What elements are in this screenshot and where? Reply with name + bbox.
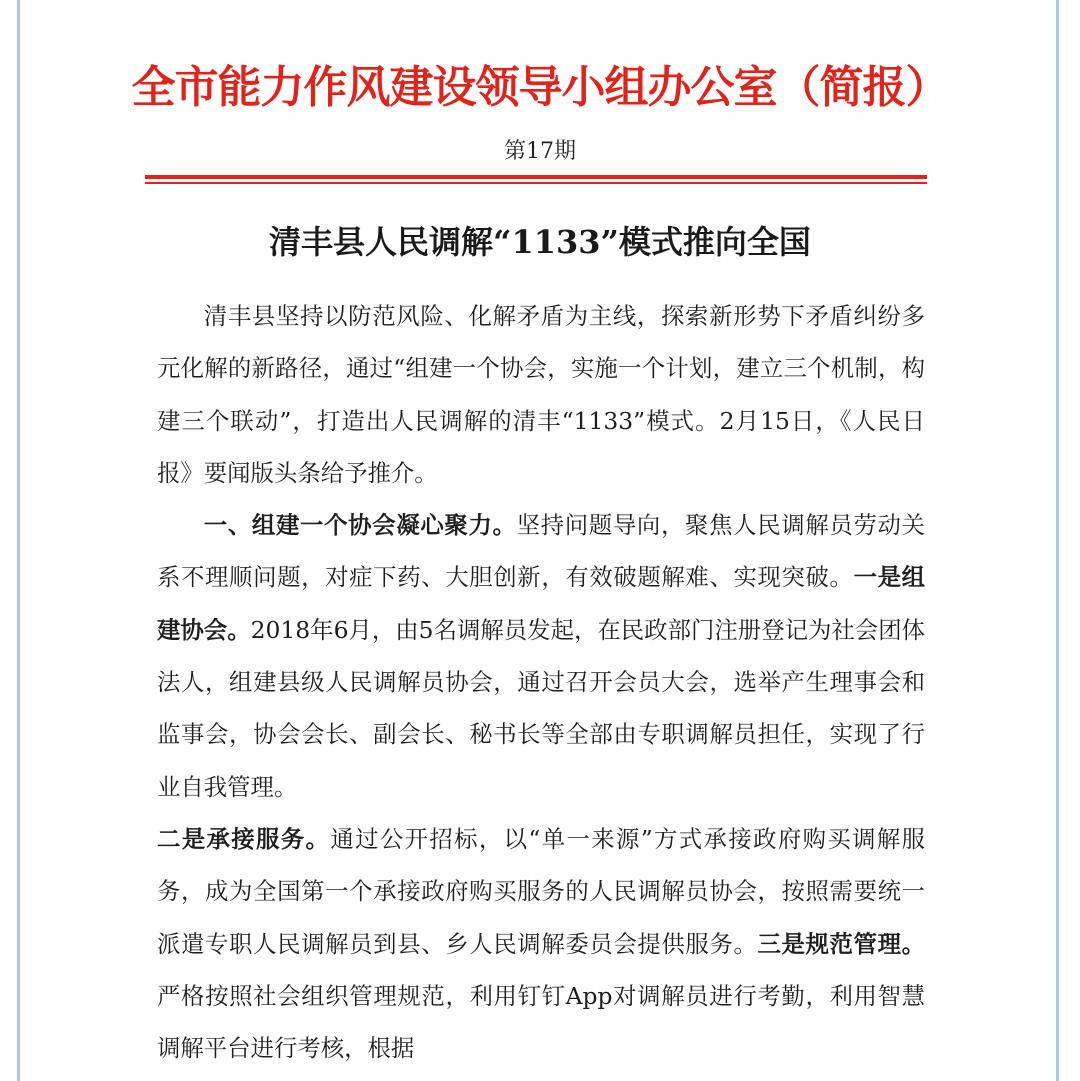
intro-paragraph: 清丰县坚持以防范风险、化解矛盾为主线，探索新形势下矛盾纠纷多元化解的新路径，通过“组建一个协会，实施一个计划，建立三个机制，构建三个联动”，打造出人民调解的清丰“1133”模式。2月15日，《人民日报》要闻版头条给予推介。: [157, 302, 925, 487]
article-body: [157, 290, 925, 1074]
point-2-label: 二是承接服务。: [157, 824, 331, 853]
issue-number: 第17期: [504, 139, 576, 164]
section-1-heading: 一、组建一个协会凝心聚力。: [203, 511, 517, 540]
masthead-title: 全市能力作风建设领导小组办公室（简报）: [131, 62, 949, 113]
section-1-continued: [157, 813, 925, 1074]
article-headline: 清丰县人民调解“1133”模式推向全国: [269, 223, 811, 261]
section-1-text: 坚持问题导向，聚焦人民调解员劳动关系不理顺问题，对症下药、大胆创新，有效破题解难、实现突破。: [157, 511, 925, 592]
point-1-text: 2018年6月，由5名调解员发起，在民政部门注册登记为社会团体法人，组建县级人民调解员协会，通过召开会员大会，选举产生理事会和监事会，协会会长、副会长、秘书长等全部由专职调解员担任，实现了行业自我管理。: [157, 615, 926, 801]
point-2-text: 通过公开招标，以“单一来源”方式承接政府购买调解服务，成为全国第一个承接政府购买服务的人民调解员协会，按照需要统一派遣专职人民调解员到县、乡人民调解委员会提供服务。: [157, 824, 926, 958]
point-3-text: 严格按照社会组织管理规范，利用钉钉App对调解员进行考勤，利用智慧调解平台进行考核，根据: [157, 981, 925, 1063]
masthead-rule-thin: [145, 182, 927, 184]
section-1-paragraph: [157, 499, 925, 813]
point-3-label: 三是规范管理。: [757, 929, 926, 958]
point-1-label: 一是组建协会。: [157, 563, 926, 644]
masthead-rule-thick: [145, 175, 927, 179]
